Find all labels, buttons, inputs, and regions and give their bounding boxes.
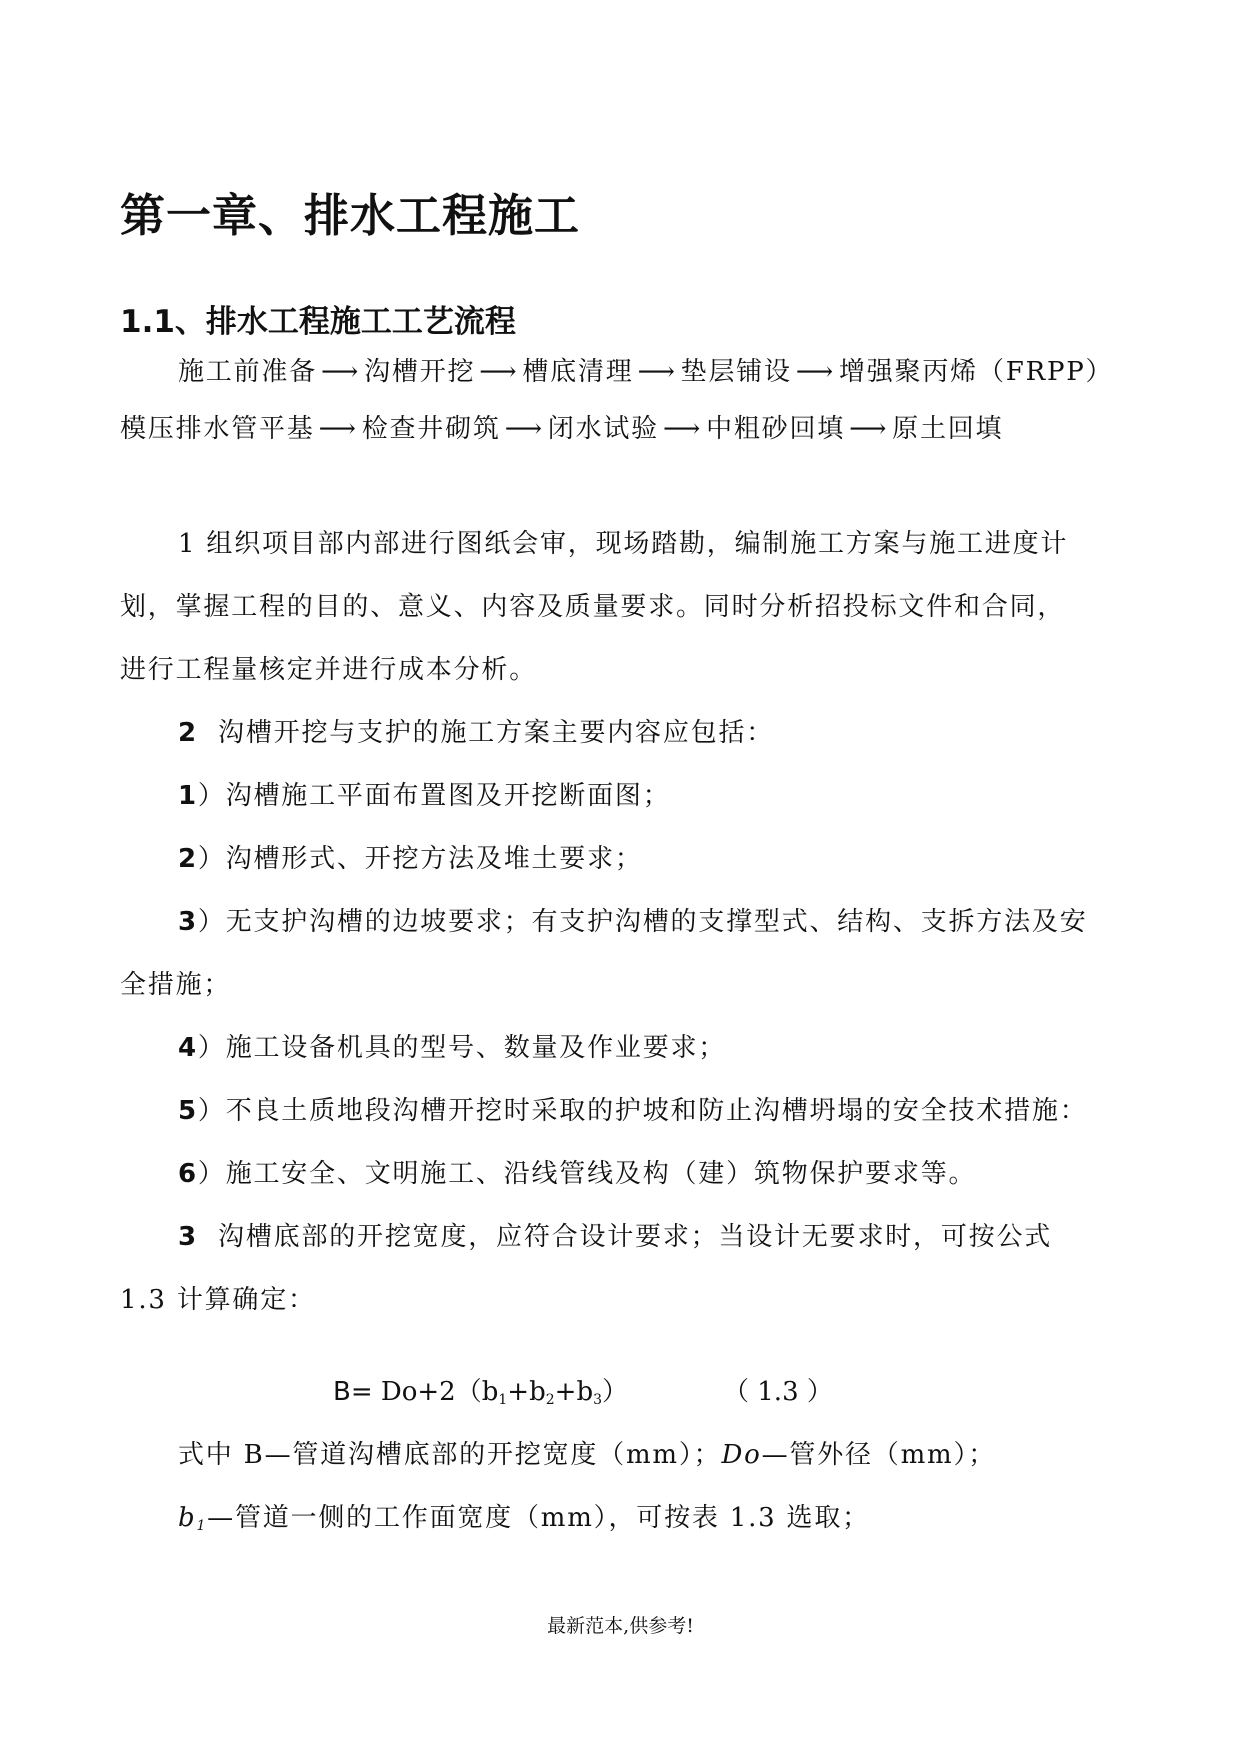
item-text: ）不良土质地段沟槽开挖时采取的护坡和防止沟槽坍塌的安全技术措施： (197, 1096, 1088, 1126)
arrow-icon: ⟶ (479, 357, 519, 387)
item-text: ）施工安全、文明施工、沿线管线及构（建）筑物保护要求等。 (197, 1159, 977, 1189)
formula-subscript: 2 (545, 1392, 555, 1408)
formula-definition-line-2 (178, 1498, 1118, 1546)
equation-number: （ 1.3 ） (723, 1377, 833, 1407)
item-text: ）施工设备机具的型号、数量及作业要求； (197, 1033, 727, 1063)
item-text: ）沟槽形式、开挖方法及堆土要求； (197, 844, 643, 874)
formula-lhs: B= (333, 1377, 373, 1407)
formula-subscript: 3 (593, 1392, 603, 1408)
flow-step: 槽底清理 (522, 357, 634, 387)
paragraph-3-text: 沟槽底部的开挖宽度，应符合设计要求；当设计无要求时，可按公式 (218, 1222, 1053, 1252)
arrow-icon: ⟶ (318, 414, 358, 444)
list-item-continuation: 全措施； (120, 970, 232, 1000)
item-number: 3 (178, 907, 198, 937)
definition-text: —管道一侧的工作面宽度（mm），可按表 1.3 选取； (207, 1503, 870, 1533)
page-footer: 最新范本,供参考! (547, 1615, 694, 1637)
arrow-icon: ⟶ (662, 414, 703, 444)
arrow-icon: ⟶ (321, 357, 361, 387)
item-number: 2 (178, 718, 198, 748)
flow-line-1 (178, 352, 1118, 392)
item-number: 5 (178, 1096, 198, 1126)
arrow-icon: ⟶ (637, 357, 677, 387)
flow-step: 施工前准备 (178, 357, 318, 387)
flow-step: 沟槽开挖 (364, 357, 476, 387)
b1-subscript: 1 (196, 1518, 208, 1534)
paragraph-1-line-3: 进行工程量核定并进行成本分析。 (120, 655, 538, 685)
list-item (178, 1091, 1118, 1131)
formula (333, 1372, 833, 1420)
arrow-icon: ⟶ (504, 414, 544, 444)
item-number: 6 (178, 1159, 198, 1189)
item-text: ）沟槽施工平面布置图及开挖断面图； (197, 781, 671, 811)
formula-definition-line-1 (178, 1435, 1118, 1475)
chapter-title: 第一章、排水工程施工 (120, 189, 581, 242)
list-item (178, 902, 1118, 942)
flow-step: 原土回填 (892, 414, 1004, 444)
flow-step: 模压排水管平基 (120, 414, 315, 444)
flow-step: 检查井砌筑 (361, 414, 501, 444)
list-item (178, 839, 1118, 879)
flow-step: 增强聚丙烯（FRPP） (838, 357, 1114, 387)
list-item (178, 776, 1118, 816)
flow-step: 闭水试验 (547, 414, 659, 444)
flow-step: 垫层铺设 (680, 357, 792, 387)
definition-text: —管外径（mm）； (761, 1440, 997, 1470)
flow-step: 中粗砂回填 (706, 414, 846, 444)
item-text: ）无支护沟槽的边坡要求；有支护沟槽的支撑型式、结构、支拆方法及安 (197, 907, 1088, 937)
item-number: 2 (178, 844, 198, 874)
paragraph-3-line-2: 1.3 计算确定： (120, 1285, 316, 1315)
paragraph-2 (178, 713, 1118, 753)
paragraph-1-line-2: 划，掌握工程的目的、意义、内容及质量要求。同时分析招投标文件和合同， (120, 592, 1066, 622)
paragraph-1-line-1: 1 组织项目部内部进行图纸会审，现场踏勘，编制施工方案与施工进度计 (178, 529, 1069, 559)
formula-part: ） (602, 1377, 629, 1407)
item-number: 4 (178, 1033, 198, 1063)
formula-part: Do+2（b (372, 1377, 499, 1407)
b1-symbol: b (178, 1503, 197, 1533)
item-number: 1 (178, 781, 198, 811)
paragraph-2-text: 沟槽开挖与支护的施工方案主要内容应包括： (218, 718, 775, 748)
arrow-icon: ⟶ (849, 414, 889, 444)
paragraph-3-line-1 (178, 1217, 1118, 1257)
formula-part: +b (507, 1377, 546, 1407)
formula-part: +b (554, 1377, 594, 1407)
do-symbol: Do (721, 1440, 762, 1470)
list-item (178, 1028, 1118, 1068)
section-title: 1.1、排水工程施工工艺流程 (120, 304, 516, 340)
definition-text: 式中 B—管道沟槽底部的开挖宽度（mm）； (178, 1440, 722, 1470)
formula-subscript: 1 (498, 1392, 508, 1408)
item-number: 3 (178, 1222, 198, 1252)
list-item (178, 1154, 1118, 1194)
arrow-icon: ⟶ (795, 357, 835, 387)
flow-line-2 (120, 409, 1120, 449)
